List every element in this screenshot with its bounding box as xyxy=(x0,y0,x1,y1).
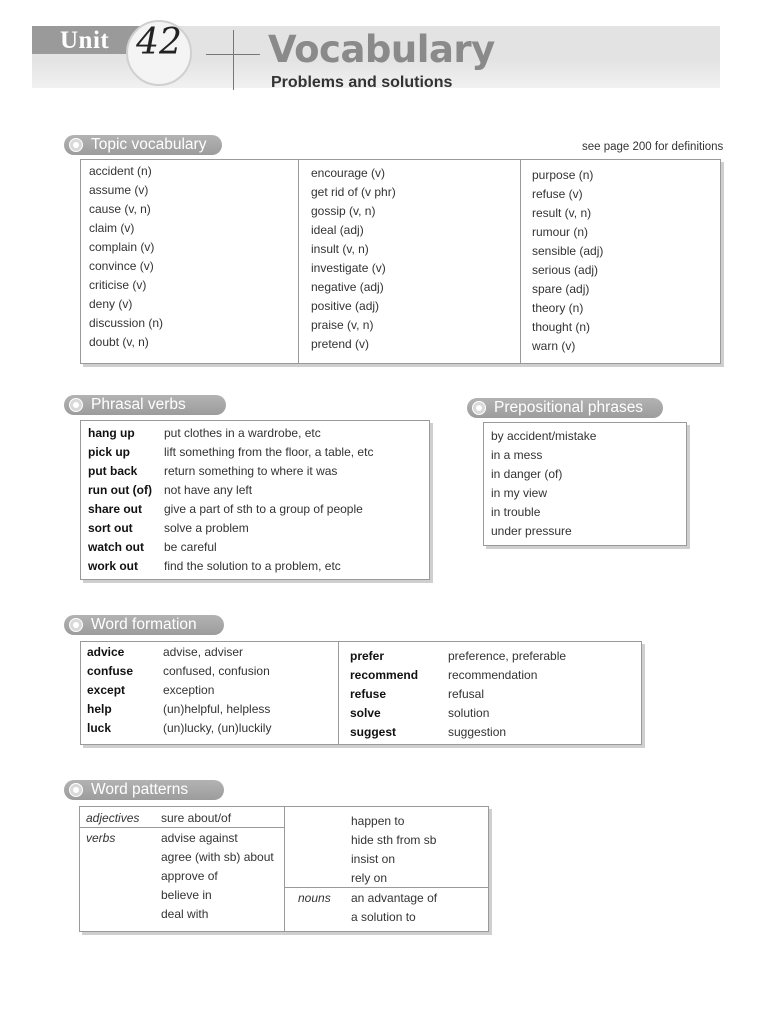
vocabulary-item: accident (n) xyxy=(89,164,152,178)
pattern-item: agree (with sb) about xyxy=(161,850,274,864)
bullet-icon xyxy=(69,398,83,412)
vocabulary-item: claim (v) xyxy=(89,221,135,235)
unit-label: Unit xyxy=(60,27,110,54)
formation-word: solve xyxy=(350,706,381,720)
vocabulary-item: complain (v) xyxy=(89,240,155,254)
pattern-category-adjectives: adjectives xyxy=(86,811,140,825)
phrasal-verb-meaning: give a part of sth to a group of people xyxy=(164,502,363,516)
formation-word: prefer xyxy=(350,649,385,663)
phrasal-verbs-heading xyxy=(64,395,226,415)
topic-vocabulary-box xyxy=(80,159,721,364)
vocabulary-item: get rid of (v phr) xyxy=(311,185,396,199)
prepositional-phrases-heading xyxy=(467,398,663,418)
section-heading-text: Topic vocabulary xyxy=(91,136,207,153)
vocabulary-item: insult (v, n) xyxy=(311,242,369,256)
pattern-item: insist on xyxy=(351,852,396,866)
column-divider xyxy=(284,807,285,931)
column-divider xyxy=(338,642,339,744)
vocabulary-item: encourage (v) xyxy=(311,166,386,180)
vocabulary-item: ideal (adj) xyxy=(311,223,364,237)
bullet-icon xyxy=(69,138,83,152)
phrasal-verb: watch out xyxy=(88,540,144,554)
formation-word: advice xyxy=(87,645,125,659)
topic-vocabulary-heading xyxy=(64,135,222,155)
pattern-item: sure about/of xyxy=(161,811,232,825)
row-divider xyxy=(284,887,488,888)
vocabulary-item: theory (n) xyxy=(532,301,584,315)
formation-word: recommend xyxy=(350,668,419,682)
definitions-note: see page 200 for definitions xyxy=(582,141,724,153)
phrasal-verb-meaning: find the solution to a problem, etc xyxy=(164,559,341,573)
pattern-item: believe in xyxy=(161,888,212,902)
phrasal-verb: sort out xyxy=(88,521,133,535)
formation-forms: solution xyxy=(448,706,490,720)
pattern-item: hide sth from sb xyxy=(351,833,437,847)
vocabulary-item: purpose (n) xyxy=(532,168,594,182)
pattern-category-nouns: nouns xyxy=(298,891,331,905)
formation-forms: confused, confusion xyxy=(163,664,270,678)
phrasal-verb-meaning: lift something from the floor, a table, etc xyxy=(164,445,374,459)
formation-word: luck xyxy=(87,721,112,735)
pattern-category-verbs: verbs xyxy=(86,831,116,845)
vocabulary-item: thought (n) xyxy=(532,320,591,334)
page-title: Vocabulary xyxy=(268,28,495,71)
vocabulary-item: cause (v, n) xyxy=(89,202,151,216)
formation-word: refuse xyxy=(350,687,387,701)
column-divider xyxy=(520,160,521,363)
vocabulary-item: positive (adj) xyxy=(311,299,380,313)
phrasal-verb: hang up xyxy=(88,426,135,440)
vocabulary-item: warn (v) xyxy=(532,339,576,353)
vocabulary-item: convince (v) xyxy=(89,259,154,273)
column-divider xyxy=(298,160,299,363)
prepositional-phrase: in trouble xyxy=(491,505,541,519)
vocabulary-item: deny (v) xyxy=(89,297,133,311)
phrasal-verb: work out xyxy=(88,559,138,573)
phrasal-verbs-box xyxy=(80,420,430,580)
phrasal-verb-meaning: put clothes in a wardrobe, etc xyxy=(164,426,321,440)
formation-forms: preference, preferable xyxy=(448,649,567,663)
formation-word: confuse xyxy=(87,664,134,678)
vocabulary-item: criticise (v) xyxy=(89,278,147,292)
bullet-icon xyxy=(472,401,486,415)
vocabulary-item: rumour (n) xyxy=(532,225,589,239)
formation-forms: (un)helpful, helpless xyxy=(163,702,271,716)
vocabulary-item: praise (v, n) xyxy=(311,318,374,332)
pattern-item: rely on xyxy=(351,871,388,885)
formation-forms: refusal xyxy=(448,687,485,701)
pattern-item: advise against xyxy=(161,831,238,845)
pattern-item: an advantage of xyxy=(351,891,438,905)
formation-forms: exception xyxy=(163,683,215,697)
phrasal-verb-meaning: be careful xyxy=(164,540,217,554)
prepositional-phrase: under pressure xyxy=(491,524,572,538)
phrasal-verb: put back xyxy=(88,464,138,478)
vocabulary-item: discussion (n) xyxy=(89,316,164,330)
header-divider-vertical xyxy=(233,30,234,90)
phrasal-verb: share out xyxy=(88,502,143,516)
vocabulary-item: result (v, n) xyxy=(532,206,592,220)
vocabulary-item: gossip (v, n) xyxy=(311,204,376,218)
section-heading-text: Word patterns xyxy=(91,781,189,798)
phrasal-verb-meaning: solve a problem xyxy=(164,521,249,535)
prepositional-phrase: in a mess xyxy=(491,448,543,462)
pattern-item: a solution to xyxy=(351,910,416,924)
formation-forms: suggestion xyxy=(448,725,507,739)
vocabulary-item: doubt (v, n) xyxy=(89,335,149,349)
bullet-icon xyxy=(69,618,83,632)
phrasal-verb: run out (of) xyxy=(88,483,152,497)
vocabulary-item: pretend (v) xyxy=(311,337,370,351)
formation-word: suggest xyxy=(350,725,397,739)
prepositional-phrase: in my view xyxy=(491,486,548,500)
vocabulary-item: serious (adj) xyxy=(532,263,599,277)
formation-forms: recommendation xyxy=(448,668,538,682)
prepositional-phrase: in danger (of) xyxy=(491,467,563,481)
bullet-icon xyxy=(69,783,83,797)
pattern-item: deal with xyxy=(161,907,209,921)
vocabulary-item: investigate (v) xyxy=(311,261,386,275)
vocabulary-item: negative (adj) xyxy=(311,280,384,294)
row-divider xyxy=(80,827,284,828)
pattern-item: happen to xyxy=(351,814,405,828)
prepositional-phrase: by accident/mistake xyxy=(491,429,597,443)
formation-forms: advise, adviser xyxy=(163,645,244,659)
formation-forms: (un)lucky, (un)luckily xyxy=(163,721,272,735)
formation-word: except xyxy=(87,683,126,697)
pattern-item: approve of xyxy=(161,869,218,883)
phrasal-verb-meaning: not have any left xyxy=(164,483,253,497)
unit-number: 42 xyxy=(136,22,182,63)
word-formation-heading xyxy=(64,615,224,635)
word-patterns-heading xyxy=(64,780,224,800)
phrasal-verb: pick up xyxy=(88,445,131,459)
vocabulary-item: sensible (adj) xyxy=(532,244,604,258)
vocabulary-item: spare (adj) xyxy=(532,282,590,296)
section-heading-text: Word formation xyxy=(91,616,197,633)
section-heading-text: Prepositional phrases xyxy=(494,399,644,416)
phrasal-verb-meaning: return something to where it was xyxy=(164,464,338,478)
header-divider-horizontal xyxy=(206,54,260,55)
section-heading-text: Phrasal verbs xyxy=(91,396,186,413)
vocabulary-item: assume (v) xyxy=(89,183,149,197)
vocabulary-item: refuse (v) xyxy=(532,187,583,201)
page-subtitle: Problems and solutions xyxy=(271,74,453,91)
formation-word: help xyxy=(87,702,112,716)
